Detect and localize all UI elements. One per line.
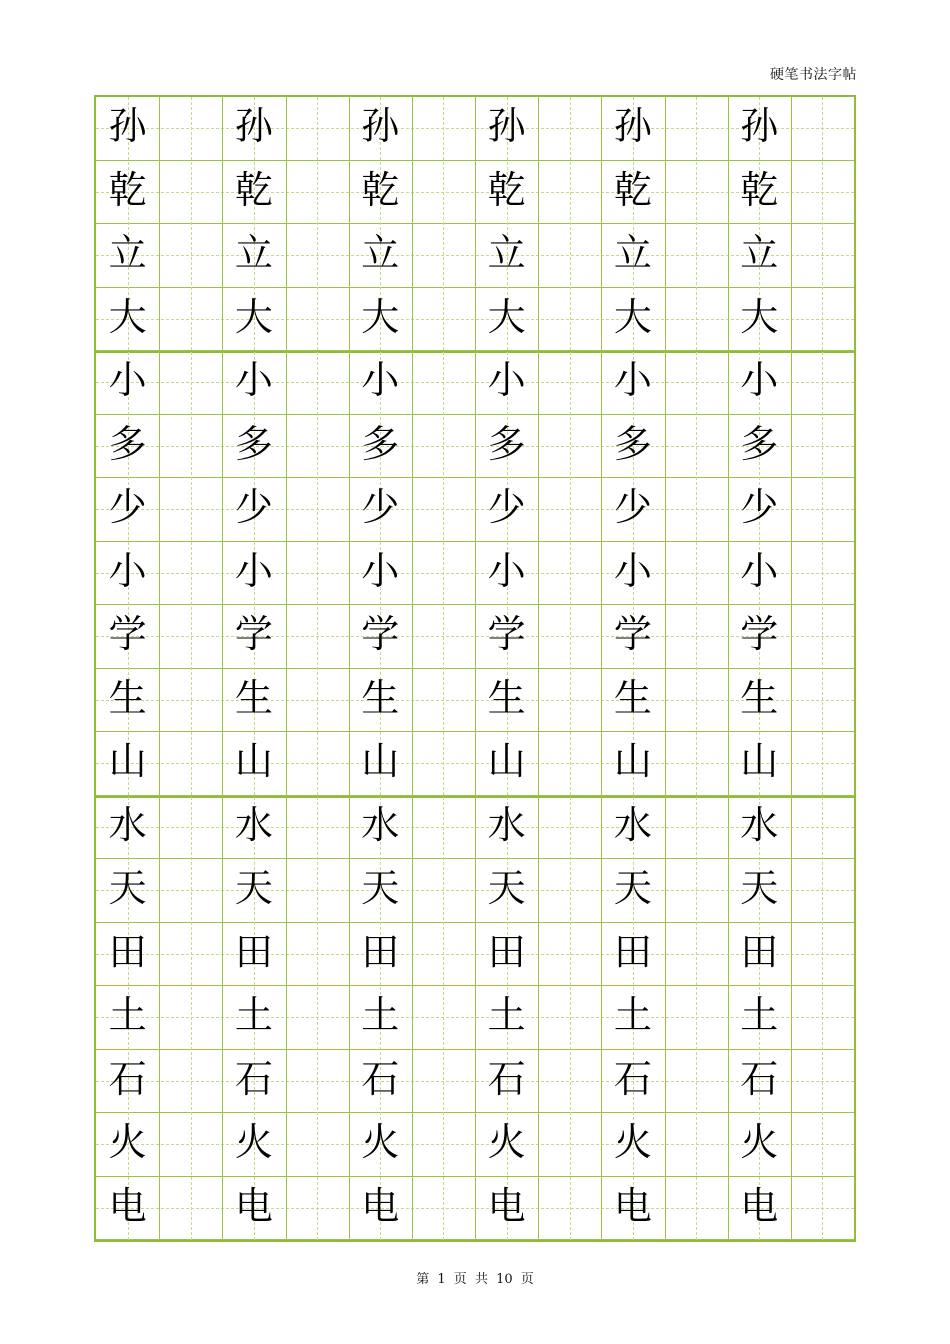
- practice-character: 天: [234, 866, 273, 910]
- practice-character: 孙: [361, 104, 400, 148]
- grid-column-guide: [696, 97, 697, 1240]
- practice-character: 水: [361, 802, 400, 847]
- practice-character: 小: [234, 548, 273, 593]
- practice-character: 电: [108, 1183, 147, 1228]
- practice-character: 土: [740, 993, 779, 1037]
- practice-character: 石: [487, 1056, 526, 1101]
- practice-character: 土: [613, 993, 652, 1037]
- practice-character: 电: [487, 1183, 526, 1228]
- practice-character: 电: [613, 1183, 652, 1228]
- practice-character: 石: [613, 1056, 652, 1101]
- footer-label-total-unit: 页: [520, 1272, 534, 1287]
- practice-character: 乾: [740, 167, 779, 212]
- practice-character: 生: [613, 675, 652, 720]
- practice-character: 学: [234, 612, 273, 656]
- practice-character: 立: [740, 231, 779, 275]
- practice-character: 土: [361, 993, 400, 1037]
- practice-character: 多: [234, 421, 273, 466]
- practice-character: 少: [108, 485, 147, 529]
- practice-character: 电: [361, 1183, 400, 1228]
- practice-character: 学: [487, 612, 526, 656]
- practice-character: 生: [361, 675, 400, 720]
- practice-character: 生: [234, 675, 273, 720]
- practice-character: 小: [613, 358, 652, 402]
- practice-character: 立: [487, 231, 526, 275]
- practice-character: 孙: [234, 104, 273, 148]
- practice-character: 火: [234, 1120, 273, 1164]
- practice-character: 乾: [361, 167, 400, 212]
- practice-character: 水: [108, 802, 147, 847]
- grid-column-guide: [570, 97, 571, 1240]
- practice-character: 多: [740, 421, 779, 466]
- practice-character: 土: [234, 993, 273, 1037]
- practice-character: 孙: [613, 104, 652, 148]
- practice-character: 电: [234, 1183, 273, 1228]
- grid-column-line: [791, 97, 792, 1240]
- practice-character: 乾: [613, 167, 652, 212]
- practice-character: 少: [740, 485, 779, 529]
- practice-character: 孙: [487, 104, 526, 148]
- practice-character: 田: [613, 929, 652, 974]
- practice-character: 大: [487, 294, 526, 339]
- footer-label-total: 共: [474, 1272, 488, 1287]
- practice-character: 生: [108, 675, 147, 720]
- footer-label-page-unit: 页: [453, 1272, 467, 1287]
- practice-character: 乾: [487, 167, 526, 212]
- practice-character: 小: [613, 548, 652, 593]
- practice-character: 小: [108, 548, 147, 593]
- practice-character: 火: [740, 1120, 779, 1164]
- practice-character: 生: [487, 675, 526, 720]
- practice-character: 土: [487, 993, 526, 1037]
- practice-character: 大: [234, 294, 273, 339]
- practice-character: 孙: [740, 104, 779, 148]
- practice-character: 天: [108, 866, 147, 910]
- practice-character: 立: [108, 231, 147, 275]
- practice-character: 立: [234, 231, 273, 275]
- practice-character: 立: [361, 231, 400, 275]
- practice-character: 田: [740, 929, 779, 974]
- practice-character: 田: [234, 929, 273, 974]
- practice-character: 大: [740, 294, 779, 339]
- practice-character: 学: [740, 612, 779, 656]
- page-footer: [0, 1268, 950, 1287]
- practice-character: 少: [361, 485, 400, 529]
- practice-character: 多: [613, 421, 652, 466]
- page-header-title: 硬笔书法字帖: [770, 67, 857, 83]
- practice-character: 石: [234, 1056, 273, 1101]
- practice-character: 火: [613, 1120, 652, 1164]
- practice-character: 山: [740, 739, 779, 783]
- practice-character: 石: [740, 1056, 779, 1101]
- practice-character: 田: [108, 929, 147, 974]
- practice-character: 学: [613, 612, 652, 656]
- practice-character: 乾: [234, 167, 273, 212]
- grid-column-line: [665, 97, 666, 1240]
- practice-character: 山: [108, 739, 147, 783]
- practice-character: 小: [487, 358, 526, 402]
- practice-grid: [94, 95, 856, 1242]
- grid-column-guide: [443, 97, 444, 1240]
- grid-column-guide: [317, 97, 318, 1240]
- practice-character: 大: [361, 294, 400, 339]
- practice-character: 石: [361, 1056, 400, 1101]
- practice-character: 山: [361, 739, 400, 783]
- practice-character: 土: [108, 993, 147, 1037]
- practice-character: 孙: [108, 104, 147, 148]
- practice-character: 立: [613, 231, 652, 275]
- practice-character: 水: [740, 802, 779, 847]
- practice-character: 少: [487, 485, 526, 529]
- practice-character: 天: [740, 866, 779, 910]
- practice-character: 山: [234, 739, 273, 783]
- practice-character: 火: [108, 1120, 147, 1164]
- practice-character: 生: [740, 675, 779, 720]
- practice-character: 小: [361, 358, 400, 402]
- practice-character: 乾: [108, 167, 147, 212]
- practice-character: 火: [487, 1120, 526, 1164]
- practice-character: 小: [108, 358, 147, 402]
- practice-character: 电: [740, 1183, 779, 1228]
- practice-character: 学: [108, 612, 147, 656]
- footer-total-pages: 10: [496, 1272, 513, 1287]
- practice-character: 小: [740, 548, 779, 593]
- practice-character: 水: [487, 802, 526, 847]
- practice-character: 少: [613, 485, 652, 529]
- practice-character: 大: [108, 294, 147, 339]
- grid-column-line: [159, 97, 160, 1240]
- practice-character: 少: [234, 485, 273, 529]
- practice-character: 多: [487, 421, 526, 466]
- grid-column-guide: [191, 97, 192, 1240]
- practice-character: 多: [361, 421, 400, 466]
- practice-character: 田: [361, 929, 400, 974]
- grid-column-line: [286, 97, 287, 1240]
- practice-character: 天: [487, 866, 526, 910]
- practice-character: 田: [487, 929, 526, 974]
- practice-character: 水: [613, 802, 652, 847]
- grid-column-line: [412, 97, 413, 1240]
- grid-column-line: [538, 97, 539, 1240]
- practice-character: 山: [613, 739, 652, 783]
- practice-character: 石: [108, 1056, 147, 1101]
- practice-character: 多: [108, 421, 147, 466]
- practice-character: 小: [487, 548, 526, 593]
- footer-current-page: 1: [437, 1272, 446, 1287]
- practice-character: 小: [234, 358, 273, 402]
- practice-character: 小: [361, 548, 400, 593]
- practice-character: 水: [234, 802, 273, 847]
- footer-label-page: 第: [416, 1272, 430, 1287]
- practice-character: 学: [361, 612, 400, 656]
- practice-character: 火: [361, 1120, 400, 1164]
- practice-character: 小: [740, 358, 779, 402]
- practice-character: 天: [613, 866, 652, 910]
- grid-column-guide: [822, 97, 823, 1240]
- practice-character: 天: [361, 866, 400, 910]
- practice-character: 山: [487, 739, 526, 783]
- practice-character: 大: [613, 294, 652, 339]
